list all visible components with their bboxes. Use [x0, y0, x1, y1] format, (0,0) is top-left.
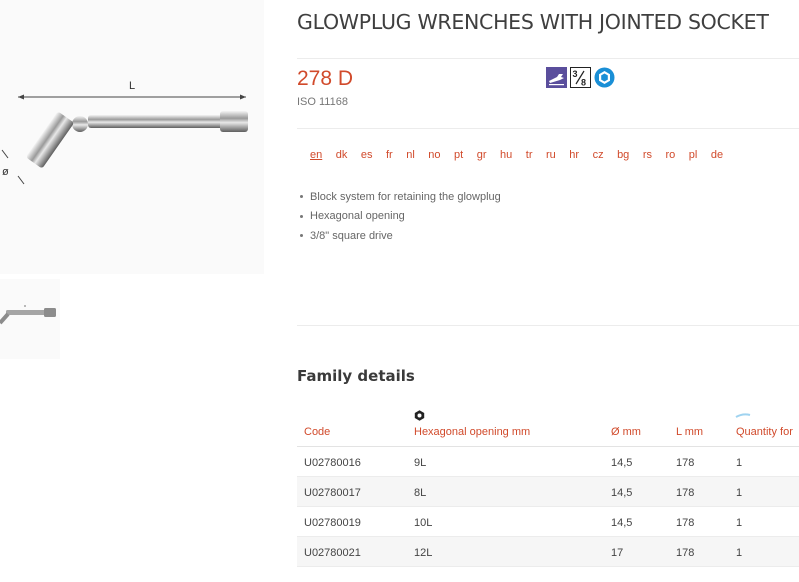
column-header-hex-opening[interactable]: Hexagonal opening mm: [414, 426, 531, 438]
language-link-pl[interactable]: pl: [688, 149, 698, 161]
quantity-icon: [735, 413, 751, 419]
language-link-ro[interactable]: ro: [665, 149, 676, 161]
wrench-thumbnail-icon: [0, 279, 60, 359]
cell-quantity: 1: [736, 457, 743, 469]
wrench-badge-icon: [546, 67, 567, 88]
product-thumbnail[interactable]: [0, 279, 60, 359]
family-details-heading: Family details: [297, 367, 415, 385]
language-link-cz[interactable]: cz: [592, 149, 604, 161]
language-link-no[interactable]: no: [428, 149, 441, 161]
cell-diameter: 14,5: [611, 457, 633, 469]
language-link-tr[interactable]: tr: [525, 149, 533, 161]
cell-length: 178: [676, 457, 695, 469]
feature-item: [300, 207, 501, 227]
divider: [297, 58, 799, 59]
language-link-rs[interactable]: rs: [642, 149, 652, 161]
language-link-ru[interactable]: ru: [546, 149, 556, 161]
cell-length: 178: [676, 547, 695, 559]
feature-text: Hexagonal opening: [310, 210, 405, 223]
language-link-nl[interactable]: nl: [406, 149, 415, 161]
feature-text: 3/8" square drive: [310, 229, 393, 242]
bullet-icon: [300, 195, 303, 198]
language-link-gr[interactable]: gr: [476, 149, 487, 161]
cell-quantity: 1: [736, 547, 743, 559]
column-header-code[interactable]: Code: [304, 426, 331, 438]
table-row[interactable]: [297, 507, 799, 537]
cell-code: U02780017: [304, 487, 361, 499]
feature-item: [300, 187, 501, 207]
feature-icons: [546, 67, 615, 88]
cell-quantity: 1: [736, 487, 743, 499]
drive-3-8-icon: [570, 67, 591, 88]
column-header-quantity[interactable]: Quantity for: [736, 426, 793, 438]
cell-code: U02780021: [304, 547, 361, 559]
product-code: 278 D: [297, 67, 354, 90]
standard-label: ISO 11168: [297, 96, 348, 108]
cell-diameter: 14,5: [611, 517, 633, 529]
language-link-dk[interactable]: dk: [335, 149, 348, 161]
dimension-diameter-label: ø: [2, 166, 9, 178]
table-header: [297, 420, 799, 447]
feature-text: Block system for retaining the glowplug: [310, 190, 501, 203]
cell-hex-opening: 9L: [414, 457, 427, 469]
cell-code: U02780019: [304, 517, 361, 529]
language-link-de[interactable]: de: [710, 149, 724, 161]
bullet-icon: [300, 234, 303, 237]
language-link-hr[interactable]: hr: [569, 149, 580, 161]
language-link-fr[interactable]: fr: [386, 149, 393, 161]
cell-diameter: 17: [611, 547, 624, 559]
dimension-length-label: L: [129, 80, 136, 92]
cell-hex-opening: 12L: [414, 547, 433, 559]
language-link-en[interactable]: en: [310, 149, 323, 161]
drive-label-numerator: 3: [572, 69, 578, 79]
drive-label-denominator: 8: [581, 77, 587, 88]
product-main-image[interactable]: [0, 0, 264, 274]
divider: [297, 325, 799, 326]
language-link-hu[interactable]: hu: [500, 149, 513, 161]
cell-code: U02780016: [304, 457, 361, 469]
cell-length: 178: [676, 487, 695, 499]
language-link-es[interactable]: es: [360, 149, 373, 161]
table-row[interactable]: [297, 537, 799, 567]
column-header-length[interactable]: L mm: [676, 426, 704, 438]
column-header-diameter[interactable]: Ø mm: [611, 426, 641, 438]
table-row[interactable]: [297, 477, 799, 507]
table-row[interactable]: [297, 447, 799, 477]
cell-diameter: 14,5: [611, 487, 633, 499]
divider: [297, 128, 799, 129]
hexagon-badge-icon: [594, 67, 615, 88]
language-selector: [310, 149, 737, 161]
bullet-icon: [300, 215, 303, 218]
cell-hex-opening: 8L: [414, 487, 427, 499]
cell-quantity: 1: [736, 517, 743, 529]
cell-hex-opening: 10L: [414, 517, 433, 529]
feature-list: [300, 187, 501, 246]
wrench-illustration: [0, 0, 264, 274]
language-link-pt[interactable]: pt: [454, 149, 464, 161]
family-table: [297, 420, 799, 567]
product-title: GLOWPLUG WRENCHES WITH JOINTED SOCKET: [297, 10, 769, 34]
cell-length: 178: [676, 517, 695, 529]
language-link-bg[interactable]: bg: [617, 149, 630, 161]
feature-item: [300, 226, 501, 246]
